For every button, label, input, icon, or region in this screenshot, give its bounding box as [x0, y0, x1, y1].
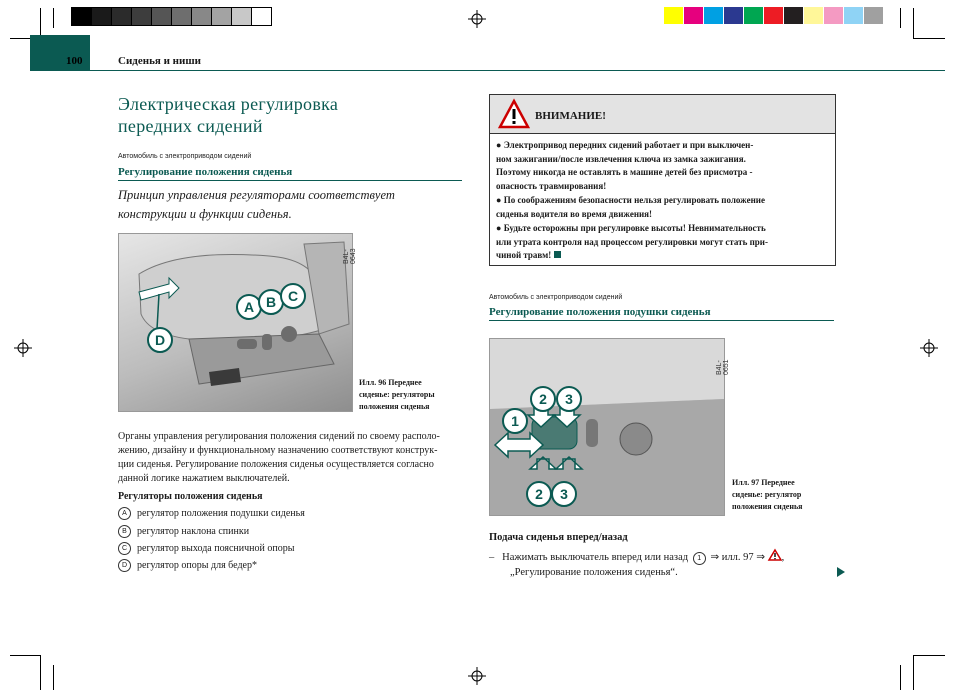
intro-text: Принцип управления регуляторами соответствует конструкции и функции сиденья.	[118, 188, 395, 221]
key-b-icon: B	[118, 525, 131, 538]
figure-code: B4L-0651	[716, 359, 730, 375]
color-swatch	[744, 7, 763, 24]
figure-label-1: 1	[502, 408, 528, 434]
page-number: 100	[66, 55, 83, 67]
list-item: C регулятор выхода поясничной опоры	[118, 542, 294, 555]
crop-mark	[913, 655, 945, 656]
gray-swatch	[251, 7, 272, 26]
header-rule	[30, 70, 945, 71]
warning-title: ВНИМАНИЕ!	[535, 110, 606, 122]
gray-swatch	[231, 7, 252, 26]
color-swatch	[824, 7, 843, 24]
seat-controls-figure	[118, 233, 357, 412]
gray-swatch	[191, 7, 212, 26]
body-paragraph: Органы управления регулирования положения сидений по своему располо- жению, дизайну и функциональному назначению соответствуют конструк- ции сиденья. Регулирование положения сиденья осуществляется согласно данной логике нажатием выключателей.	[118, 431, 440, 484]
warning-header	[490, 95, 835, 134]
crop-mark	[913, 8, 914, 38]
figure-label-2: 2	[526, 481, 552, 507]
action-step: – Нажимать выключатель вперед или назад 1 ⇒ илл. 97 ⇒ , „Регулирование положения сиденья“.	[489, 549, 839, 580]
registration-mark-icon	[468, 667, 486, 685]
figure-label-3: 3	[551, 481, 577, 507]
color-swatch	[844, 7, 863, 24]
color-swatch	[724, 7, 743, 24]
key-a-icon: A	[118, 507, 131, 520]
color-swatch	[664, 7, 683, 24]
next-page-arrow-icon	[836, 566, 846, 578]
key-1-icon: 1	[693, 552, 706, 565]
gray-swatch	[131, 7, 152, 26]
figure-label-b: B	[258, 289, 284, 315]
warning-box	[489, 94, 836, 266]
list-item: D регулятор опоры для бедер*	[118, 559, 257, 572]
figure-caption: Илл. 96 Переднее сиденье: регуляторы положения сиденья	[359, 378, 435, 411]
gray-swatch	[171, 7, 192, 26]
list-item: A регулятор положения подушки сиденья	[118, 507, 305, 520]
color-swatch	[704, 7, 723, 24]
figure-label-c: C	[280, 283, 306, 309]
page-title: Электрическая регулировка передних сидений	[118, 94, 339, 136]
registration-mark-icon	[920, 339, 938, 357]
registration-mark-icon	[14, 339, 32, 357]
subheading-rule	[489, 320, 834, 321]
end-square-icon	[554, 251, 561, 258]
key-d-icon: D	[118, 559, 131, 572]
gray-swatch	[111, 7, 132, 26]
key-c-icon: C	[118, 542, 131, 555]
subheading: Регулирование положения подушки сиденья	[489, 306, 711, 318]
cushion-control-figure	[489, 338, 730, 516]
figure-code: B4L-0643	[343, 248, 357, 264]
warning-triangle-icon	[498, 99, 530, 129]
registration-mark-icon	[468, 10, 486, 28]
gray-swatch	[151, 7, 172, 26]
warning-paragraph: ● Будьте осторожны при регулировке высоты! Невнимательность или утрата контроля над процессом регулировки могут стать при- чиной травм!	[496, 223, 768, 260]
gray-swatch	[71, 7, 92, 26]
crop-mark	[53, 665, 54, 690]
figure-label-3: 3	[556, 386, 582, 412]
crop-mark	[40, 655, 41, 690]
gray-swatch	[91, 7, 112, 26]
warning-paragraph: ● Электропривод передних сидений работает и при выключен- ном зажигании/после извлечения ключа из замка зажигания. Поэтому никогда не оставлять в машине детей без присмотра - опасность травмирования!	[496, 140, 754, 191]
action-heading: Подача сиденья вперед/назад	[489, 532, 628, 543]
figure-label-a: A	[236, 294, 262, 320]
color-swatch	[804, 7, 823, 24]
list-item: B регулятор наклона спинки	[118, 525, 249, 538]
gray-swatch	[211, 7, 232, 26]
vehicle-note: Автомобиль с электроприводом сидений	[118, 153, 252, 160]
color-swatch	[764, 7, 783, 24]
crop-mark	[53, 8, 54, 28]
figure-label-d: D	[147, 327, 173, 353]
figure-caption: Илл. 97 Переднее сиденье: регулятор положения сиденья	[732, 478, 803, 511]
warning-triangle-icon	[768, 549, 782, 561]
subheading: Регулирование положения сиденья	[118, 166, 293, 178]
vehicle-note: Автомобиль с электроприводом сидений	[489, 294, 623, 301]
color-swatch	[784, 7, 803, 24]
subheading-rule	[118, 180, 462, 181]
list-heading: Регуляторы положения сиденья	[118, 491, 263, 502]
crop-mark	[913, 655, 914, 690]
crop-mark	[900, 665, 901, 690]
crop-mark	[10, 655, 40, 656]
warning-paragraph: ● По соображениям безопасности нельзя регулировать положение сиденья водителя во время движения!	[496, 195, 765, 219]
color-swatch	[864, 7, 883, 24]
crop-mark	[913, 38, 945, 39]
color-swatch	[684, 7, 703, 24]
page-number-block	[30, 35, 90, 71]
figure-label-2: 2	[530, 386, 556, 412]
crop-mark	[900, 8, 901, 28]
crop-mark	[40, 8, 41, 38]
section-title: Сиденья и ниши	[118, 55, 201, 67]
